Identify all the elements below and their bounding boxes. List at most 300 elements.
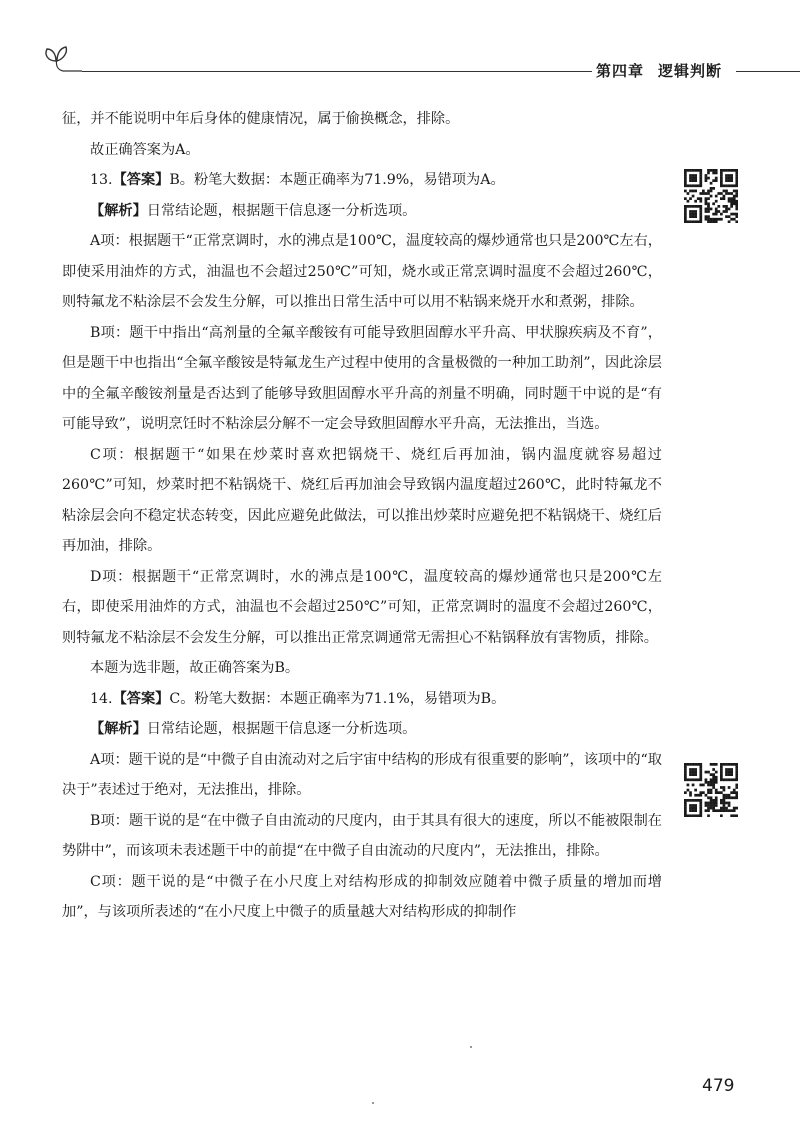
qr-module [735, 202, 738, 205]
qr-module [720, 174, 723, 177]
qr-module [699, 784, 702, 787]
qr-module [694, 210, 697, 213]
question-number: 13. [90, 172, 113, 188]
qr-module [702, 192, 705, 195]
qr-module [684, 177, 687, 180]
qr-module [723, 197, 726, 200]
qr-module [707, 809, 710, 812]
qr-module [684, 179, 687, 182]
qr-module [699, 766, 702, 769]
qr-module [699, 172, 702, 175]
qr-module [730, 179, 733, 182]
qr-module [702, 784, 705, 787]
qr-module [707, 218, 710, 221]
qr-module [710, 784, 713, 787]
qr-module [728, 192, 731, 195]
qr-module [699, 218, 702, 221]
qr-module [707, 784, 710, 787]
analysis-tag: 【解析】 [90, 202, 147, 219]
qr-module [725, 768, 728, 771]
qr-module [689, 807, 692, 810]
qr-module [707, 169, 710, 172]
qr-module [728, 174, 731, 177]
qr-module [707, 789, 710, 792]
qr-module [692, 169, 695, 172]
qr-module [723, 807, 726, 810]
qr-module [705, 215, 708, 218]
qr-module [733, 218, 736, 221]
qr-module [684, 778, 687, 781]
qr-module [728, 169, 731, 172]
qr-module [699, 169, 702, 172]
option-d-13: D项：根据题干“正常烹调时，水的沸点是100℃，温度较高的爆炒通常也只是200℃左右，即使采用油炸的方式，油温也不会超过250℃”可知，正常烹调时的温度不会超过260℃，则特氟龙不粘涂层不会发生分解，可以推出正常烹调通常无需担心不粘锅释放有害物质，排除。 [62, 568, 662, 646]
qr-module [699, 776, 702, 779]
leaf-logo-icon [42, 45, 82, 79]
qr-module [733, 213, 736, 216]
qr-module [687, 763, 690, 766]
qr-module [717, 210, 720, 213]
qr-module [697, 169, 700, 172]
qr-module [684, 169, 687, 172]
qr-module [694, 169, 697, 172]
qr-module [725, 771, 728, 774]
qr-module [689, 768, 692, 771]
qr-module [710, 802, 713, 805]
qr-module [723, 789, 726, 792]
qr-module [694, 778, 697, 781]
qr-module [735, 766, 738, 769]
qr-module [692, 773, 695, 776]
qr-module [723, 809, 726, 812]
qr-module [715, 789, 718, 792]
qr-module [712, 807, 715, 810]
qr-module [735, 190, 738, 193]
qr-module [730, 773, 733, 776]
qr-module [735, 195, 738, 198]
qr-module [694, 190, 697, 193]
qr-module [730, 184, 733, 187]
qr-module [689, 197, 692, 200]
qr-module [697, 814, 700, 817]
qr-module [707, 802, 710, 805]
qr-module [684, 205, 687, 208]
qr-module [684, 791, 687, 794]
qr-module [705, 197, 708, 200]
qr-module [692, 215, 695, 218]
qr-module [687, 220, 690, 223]
qr-module [730, 213, 733, 216]
qr-module [684, 210, 687, 213]
qr-module [705, 794, 708, 797]
qr-module [692, 809, 695, 812]
qr-module [720, 197, 723, 200]
header-rule [82, 71, 592, 72]
qr-module [725, 174, 728, 177]
qr-module [710, 763, 713, 766]
qr-module [728, 763, 731, 766]
qr-module [715, 763, 718, 766]
qr-module [728, 177, 731, 180]
qr-module [705, 174, 708, 177]
qr-module [710, 190, 713, 193]
qr-module [705, 781, 708, 784]
qr-module [733, 202, 736, 205]
qr-module [712, 784, 715, 787]
qr-module [728, 786, 731, 789]
qr-module [694, 768, 697, 771]
qr-module [694, 215, 697, 218]
qr-module [699, 192, 702, 195]
chapter-label: 第四章 [596, 62, 645, 80]
qr-module [728, 184, 731, 187]
qr-module [715, 791, 718, 794]
qr-code-icon[interactable] [684, 763, 738, 817]
qr-module [730, 200, 733, 203]
qr-module [712, 202, 715, 205]
qr-module [717, 791, 720, 794]
qr-module [720, 218, 723, 221]
option-a-13: A项：根据题干“正常烹调时，水的沸点是100℃，温度较高的爆炒通常也只是200℃左右，即使采用油炸的方式，油温也不会超过250℃”可知，烧水或正常烹调时温度不会超过260℃，则特氟龙不粘涂层不会发生分解，可以推出日常生活中可以用不粘锅来烧开水和煮粥，排除。 [62, 233, 662, 310]
qr-module [733, 789, 736, 792]
qr-module [735, 776, 738, 779]
qr-module [705, 179, 708, 182]
qr-module [725, 205, 728, 208]
qr-module [720, 172, 723, 175]
qr-module [730, 791, 733, 794]
qr-module [712, 213, 715, 216]
qr-module [735, 182, 738, 185]
qr-module [715, 781, 718, 784]
qr-module [723, 205, 726, 208]
qr-module [694, 763, 697, 766]
qr-module [735, 773, 738, 776]
qr-module [699, 182, 702, 185]
page-body [62, 104, 662, 928]
qr-module [710, 804, 713, 807]
qr-module [720, 799, 723, 802]
qr-module [692, 213, 695, 216]
qr-module [723, 804, 726, 807]
qr-module [694, 771, 697, 774]
qr-module [684, 771, 687, 774]
qr-module [699, 812, 702, 815]
qr-module [733, 796, 736, 799]
qr-module [723, 794, 726, 797]
qr-module [730, 778, 733, 781]
qr-module [699, 771, 702, 774]
qr-module [697, 220, 700, 223]
qr-module [699, 177, 702, 180]
qr-module [725, 802, 728, 805]
qr-module [707, 208, 710, 211]
qr-module [699, 814, 702, 817]
option-a-14: A项：题干说的是“中微子自由流动对之后宇宙中结构的形成有很重要的影响”，该项中的“取决于”表述过于绝对，无法推出，排除。 [62, 751, 662, 798]
qr-module [728, 796, 731, 799]
qr-module [725, 794, 728, 797]
qr-module [715, 218, 718, 221]
qr-module [684, 802, 687, 805]
qr-module [692, 177, 695, 180]
qr-module [733, 190, 736, 193]
qr-module [710, 799, 713, 802]
qr-module [687, 169, 690, 172]
qr-module [694, 814, 697, 817]
qr-module [723, 184, 726, 187]
qr-module [725, 169, 728, 172]
qr-module [733, 200, 736, 203]
qr-module [707, 190, 710, 193]
qr-module [720, 807, 723, 810]
qr-module [720, 177, 723, 180]
qr-module [733, 791, 736, 794]
qr-module [730, 192, 733, 195]
qr-module [692, 804, 695, 807]
qr-module [707, 197, 710, 200]
qr-module [710, 208, 713, 211]
qr-module [725, 208, 728, 211]
qr-module [720, 791, 723, 794]
qr-module [717, 192, 720, 195]
qr-module [694, 789, 697, 792]
qr-module [715, 809, 718, 812]
qr-module [725, 192, 728, 195]
qr-module [692, 807, 695, 810]
qr-module [735, 169, 738, 172]
qr-module [735, 172, 738, 175]
qr-module [699, 807, 702, 810]
qr-module [710, 791, 713, 794]
qr-module [684, 812, 687, 815]
qr-module [735, 184, 738, 187]
qr-module [728, 794, 731, 797]
question-number: 14. [90, 690, 113, 707]
qr-module [699, 809, 702, 812]
qr-module [725, 210, 728, 213]
qr-module [694, 804, 697, 807]
qr-module [733, 763, 736, 766]
qr-module [684, 174, 687, 177]
qr-module [692, 768, 695, 771]
qr-module [705, 802, 708, 805]
qr-module [694, 799, 697, 802]
qr-module [684, 804, 687, 807]
qr-module [692, 778, 695, 781]
qr-module [723, 169, 726, 172]
analysis-line-13: 【解析】日常结论题，根据题干信息逐一分析选项。 [90, 202, 417, 219]
qr-module [723, 802, 726, 805]
qr-module [692, 205, 695, 208]
qr-module [725, 184, 728, 187]
qr-module [720, 182, 723, 185]
qr-module [684, 799, 687, 802]
qr-module [720, 802, 723, 805]
qr-code-icon[interactable] [684, 169, 738, 223]
qr-module [707, 791, 710, 794]
qr-module [728, 771, 731, 774]
qr-module [692, 220, 695, 223]
qr-module [705, 210, 708, 213]
answer-line-14: 14.【答案】C。粉笔大数据：本题正确率为71.1%，易错项为B。 [90, 690, 506, 707]
qr-module [707, 177, 710, 180]
qr-module [735, 205, 738, 208]
qr-module [715, 778, 718, 781]
qr-module [710, 778, 713, 781]
qr-module [699, 773, 702, 776]
option-c-13: C项：根据题干“如果在炒菜时喜欢把锅烧干、烧红后再加油，锅内温度就容易超过260℃”可知，炒菜时把不粘锅烧干、烧红后再加油会导致锅内温度超过260℃，此时特氟龙不粘涂层会向不稳定状态转变，因此应避免此做法，可以推出炒菜时应避免把不粘锅烧干、烧红后再加油，排除。 [62, 446, 662, 554]
qr-module [692, 195, 695, 198]
qr-module [730, 768, 733, 771]
qr-module [692, 799, 695, 802]
qr-module [720, 169, 723, 172]
qr-module [730, 771, 733, 774]
qr-module [705, 218, 708, 221]
qr-module [699, 213, 702, 216]
qr-module [728, 778, 731, 781]
qr-module [707, 210, 710, 213]
qr-module [689, 763, 692, 766]
header-rule-right [736, 71, 800, 72]
qr-module [717, 218, 720, 221]
qr-module [725, 778, 728, 781]
header-title [596, 60, 722, 81]
qr-module [725, 807, 728, 810]
qr-module [684, 809, 687, 812]
qr-module [710, 187, 713, 190]
qr-module [728, 804, 731, 807]
qr-module [733, 809, 736, 812]
qr-module [723, 210, 726, 213]
qr-module [697, 197, 700, 200]
qr-module [710, 773, 713, 776]
qr-module [710, 789, 713, 792]
qr-module [699, 802, 702, 805]
answer-line-13: 13.【答案】B。粉笔大数据：本题正确率为71.9%，易错项为A。 [90, 172, 505, 188]
qr-module [720, 814, 723, 817]
qr-module [712, 218, 715, 221]
qr-module [723, 763, 726, 766]
page-header [0, 0, 800, 90]
qr-module [715, 771, 718, 774]
qr-module [705, 202, 708, 205]
qr-module [720, 778, 723, 781]
qr-module [715, 208, 718, 211]
qr-module [697, 794, 700, 797]
qr-module [730, 814, 733, 817]
qr-module [684, 814, 687, 817]
qr-module [733, 195, 736, 198]
qr-module [715, 200, 718, 203]
qr-module [699, 791, 702, 794]
qr-module [699, 184, 702, 187]
qr-module [687, 205, 690, 208]
qr-module [687, 778, 690, 781]
qr-module [735, 192, 738, 195]
qr-module [730, 169, 733, 172]
qr-module [707, 814, 710, 817]
qr-module [705, 200, 708, 203]
qr-module [689, 205, 692, 208]
qr-module [730, 809, 733, 812]
qr-module [735, 791, 738, 794]
qr-module [712, 802, 715, 805]
qr-module [715, 796, 718, 799]
option-b-13: B项：题干中指出“高剂量的全氟辛酸铵有可能导致胆固醇水平升高、甲状腺疾病及不育”，但是题干中也指出“全氟辛酸铵是特氟龙生产过程中使用的含量极微的一种加工助剂”，因此涂层中的全氟辛酸铵剂量是否达到了能够导致胆固醇水平升高的剂量不明确，同时题干中说的是“有可能导致”，说明烹饪时不粘涂层分解不一定会导致胆固醇水平升高，无法推出，当选。 [62, 324, 662, 432]
qr-module [687, 789, 690, 792]
qr-module [715, 195, 718, 198]
qr-module [720, 766, 723, 769]
qr-module [692, 763, 695, 766]
qr-module [712, 786, 715, 789]
qr-module [692, 184, 695, 187]
qr-module [720, 771, 723, 774]
qr-module [723, 786, 726, 789]
qr-module [728, 179, 731, 182]
qr-module [725, 177, 728, 180]
qr-module [699, 768, 702, 771]
qr-module [710, 182, 713, 185]
qr-module [687, 184, 690, 187]
qr-module [697, 184, 700, 187]
qr-module [720, 763, 723, 766]
qr-module [733, 814, 736, 817]
qr-module [689, 814, 692, 817]
analysis-tag: 【解析】 [90, 721, 147, 737]
qr-module [689, 215, 692, 218]
scan-speck [470, 1046, 472, 1048]
qr-module [689, 220, 692, 223]
qr-module [707, 202, 710, 205]
qr-module [728, 773, 731, 776]
qr-module [692, 174, 695, 177]
qr-module [684, 768, 687, 771]
qr-module [684, 213, 687, 216]
qr-module [735, 796, 738, 799]
qr-module [712, 776, 715, 779]
qr-module [687, 200, 690, 203]
qr-module [694, 809, 697, 812]
qr-module [715, 213, 718, 216]
qr-module [735, 794, 738, 797]
qr-module [715, 802, 718, 805]
qr-module [715, 776, 718, 779]
qr-module [728, 208, 731, 211]
qr-module [699, 794, 702, 797]
qr-module [720, 786, 723, 789]
qr-module [705, 804, 708, 807]
qr-module [702, 791, 705, 794]
qr-module [735, 208, 738, 211]
qr-module [705, 208, 708, 211]
qr-module [705, 809, 708, 812]
qr-module [735, 778, 738, 781]
qr-module [735, 768, 738, 771]
qr-module [699, 804, 702, 807]
qr-module [712, 799, 715, 802]
qr-module [689, 794, 692, 797]
qr-module [699, 220, 702, 223]
qr-module [684, 807, 687, 810]
qr-module [717, 809, 720, 812]
qr-module [728, 768, 731, 771]
qr-module [694, 807, 697, 810]
qr-module [712, 763, 715, 766]
qr-module [694, 220, 697, 223]
scan-speck [372, 1102, 374, 1104]
qr-module [710, 195, 713, 198]
qr-module [689, 184, 692, 187]
qr-module [723, 190, 726, 193]
qr-module [715, 220, 718, 223]
